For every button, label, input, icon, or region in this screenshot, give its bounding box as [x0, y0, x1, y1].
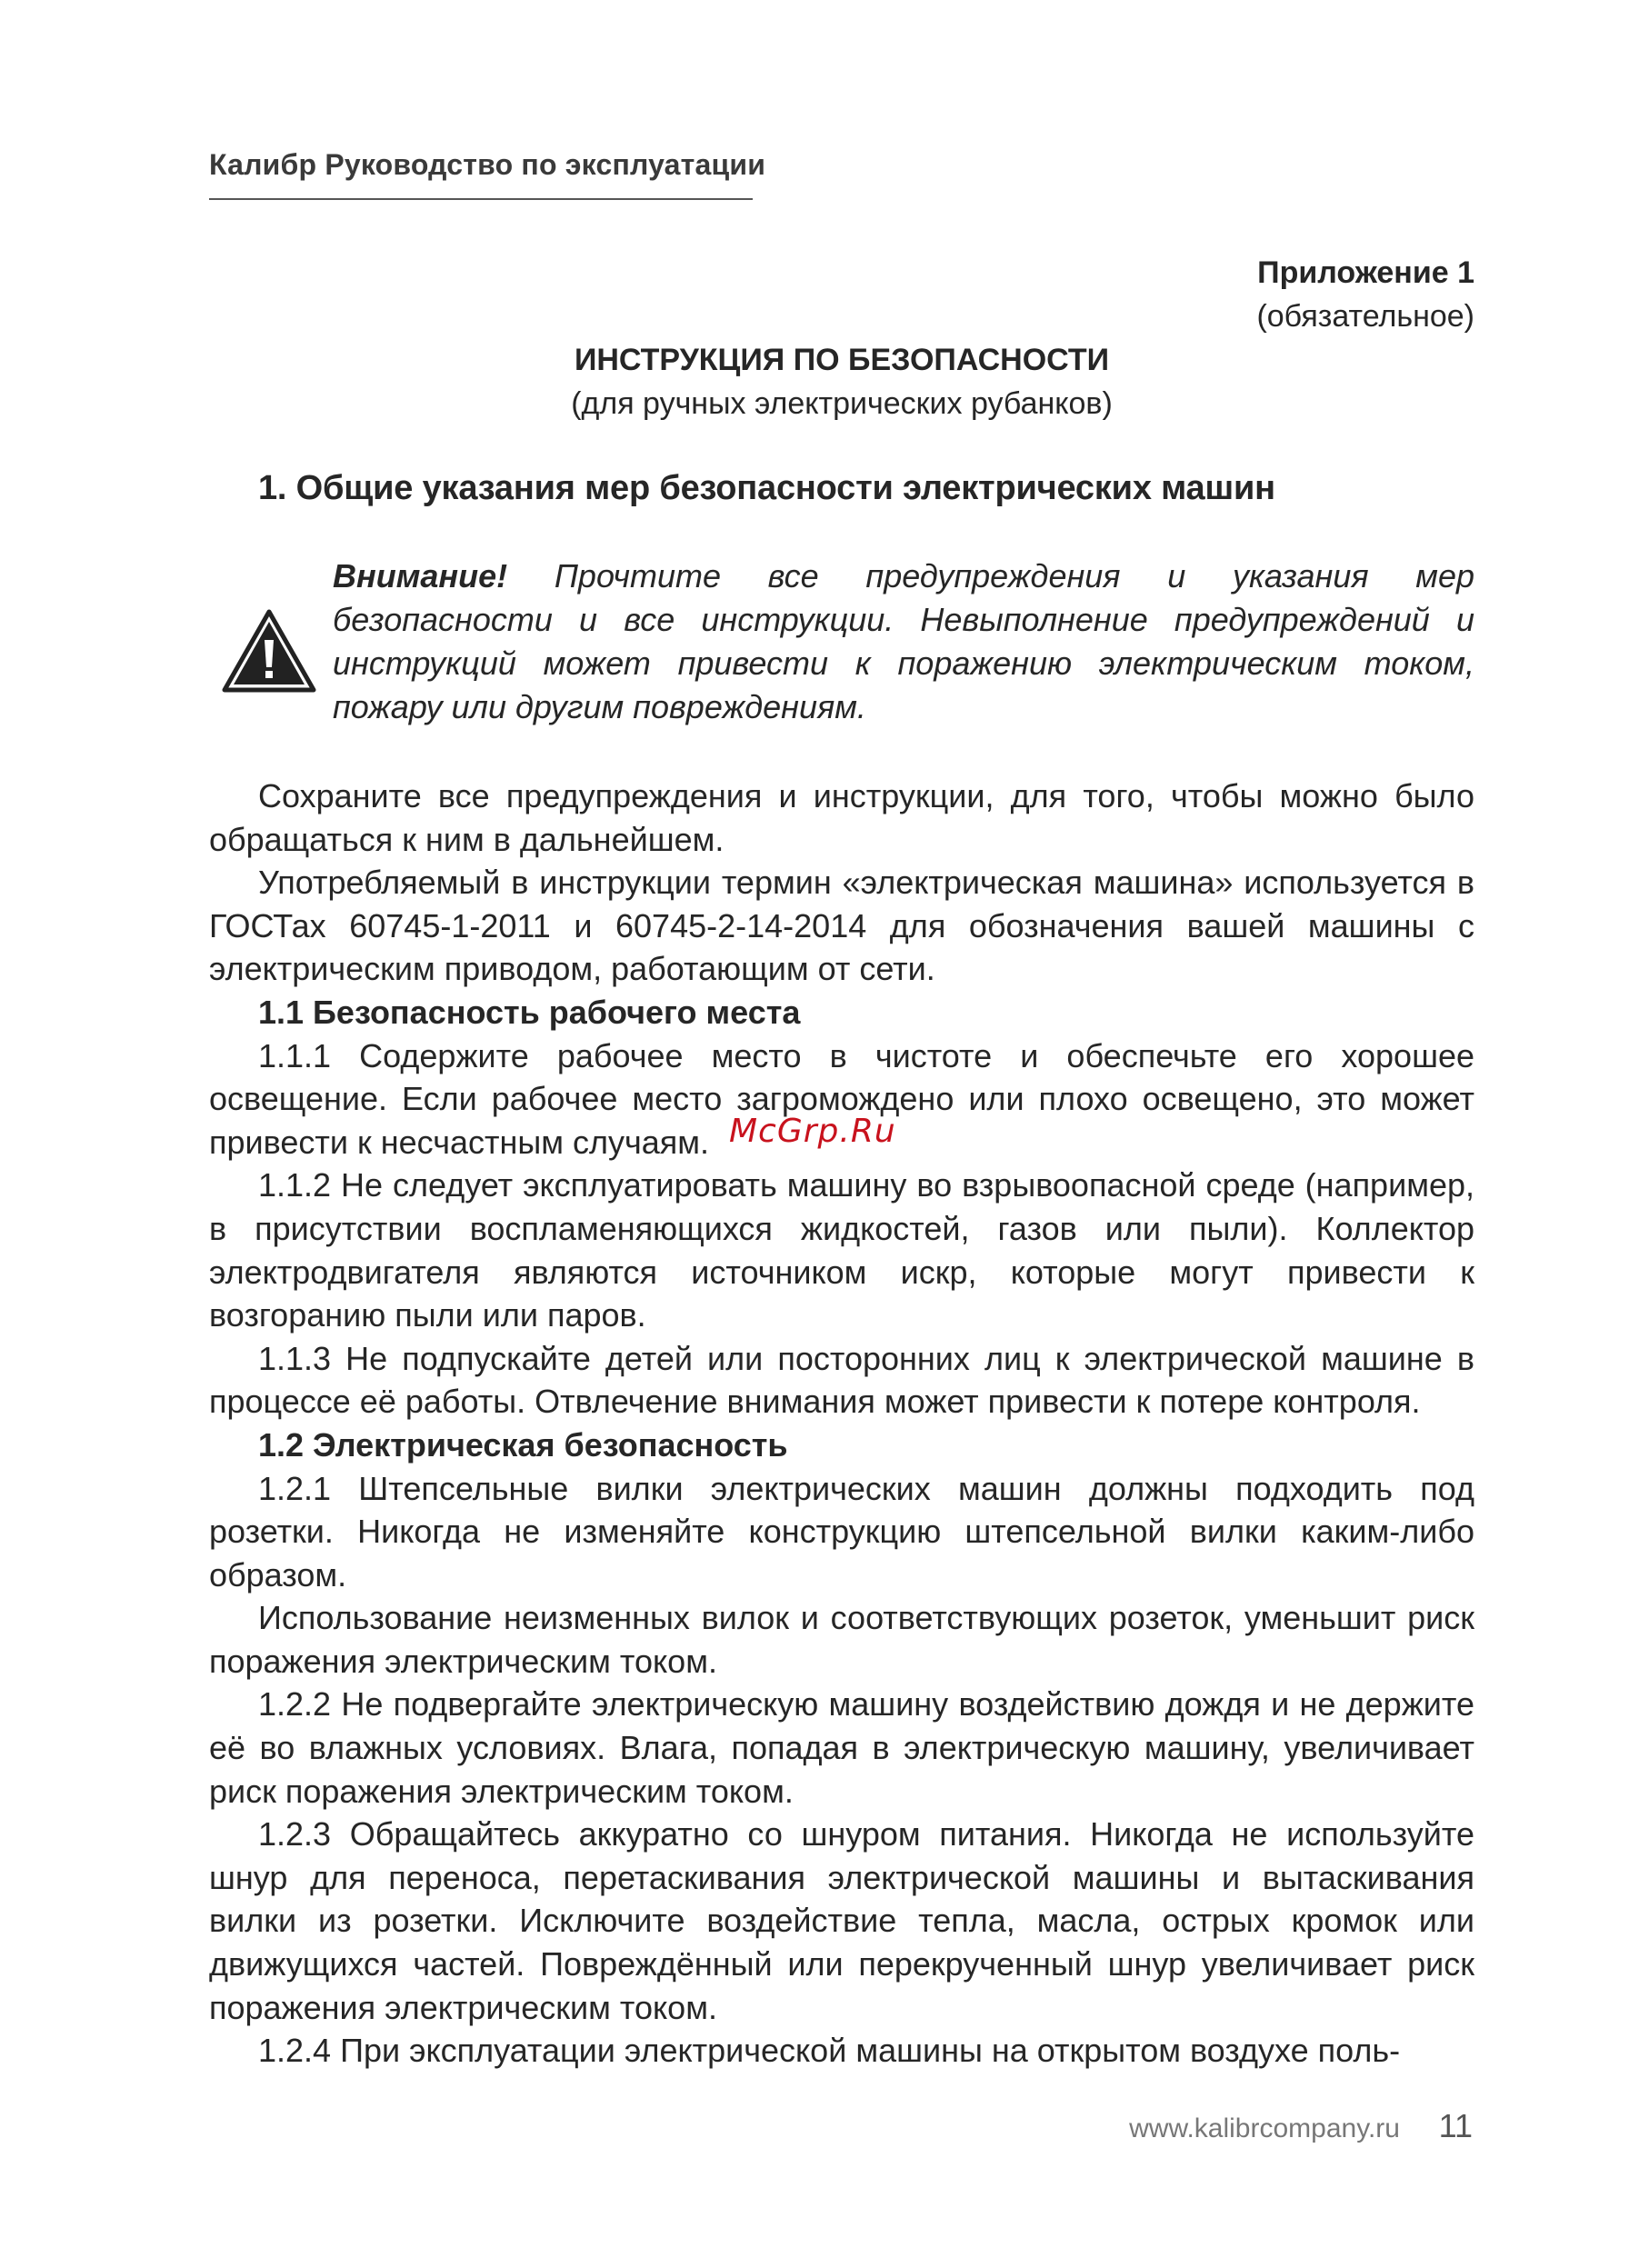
watermark: McGrp.Ru: [729, 1113, 896, 1150]
appendix-number: Приложение 1: [1257, 255, 1474, 290]
section-heading: 1. Общие указания мер безопасности электрических машин: [258, 469, 1275, 507]
list-item: 1.2.4 При эксплуатации электрической машины на открытом воздухе поль-: [258, 2032, 1401, 2070]
warning-text: [333, 555, 1474, 729]
paragraph: Сохраните все предупреждения и инструкции, для того, чтобы можно было обращаться к ним в дальнейшем.: [209, 777, 1474, 858]
list-item: 1.2.1 Штепсельные вилки электрических машин должны подходить под розетки. Никогда не изменяйте конструкцию штепсельной вилки каким-либо образом.: [209, 1469, 1474, 1594]
appendix-label: [1256, 251, 1474, 338]
warning-triangle-icon: [222, 609, 316, 693]
header-divider: [209, 198, 753, 200]
list-item: 1.1.3 Не подпускайте детей или посторонних лиц к электрической машине в процессе её работы. Отвлечение внимания может привести к потере контроля.: [209, 1339, 1474, 1421]
paragraph: Использование неизменных вилок и соответствующих розеток, уменьшит риск поражения электрическим током.: [209, 1599, 1474, 1680]
appendix-status: (обязательное): [1256, 299, 1474, 334]
footer-url[interactable]: www.kalibrcompany.ru: [1129, 2113, 1400, 2143]
paragraph: Употребляемый в инструкции термин «электрическая машина» используется в ГОСТах 60745-1-2011 и 60745-2-14-2014 для обозначения вашей машины с электрическим приводом, работающим от сети.: [209, 864, 1474, 988]
warning-body: Прочтите все предупреждения и указания мер безопасности и все инструкции. Невыполнение предупреждений и инструкций может привести к поражению электрическим током, пожару или другим повреждениям.: [333, 557, 1474, 725]
subsection-heading: 1.1 Безопасность рабочего места: [258, 993, 801, 1031]
running-header: Калибр Руководство по эксплуатации: [209, 148, 766, 181]
document-title: ИНСТРУКЦИЯ ПО БЕЗОПАСНОСТИ: [574, 343, 1110, 377]
page-number: 11: [1438, 2107, 1473, 2144]
body-text: [209, 774, 1474, 2073]
list-item: 1.2.2 Не подвергайте электрическую машину воздействию дождя и не держите её во влажных условиях. Влага, попадая в электрическую машину, увеличивает риск поражения электрическим током.: [209, 1685, 1474, 1810]
document-subtitle: (для ручных электрических рубанков): [571, 386, 1113, 421]
warning-lead: Внимание!: [333, 557, 508, 594]
list-item: 1.1.2 Не следует эксплуатировать машину во взрывоопасной среде (например, в присутствии воспламеняющихся жидкостей, газов или пыли). Коллектор электродвигателя являются источником искр, которые могут привести к возгоранию пыли или паров.: [209, 1166, 1474, 1334]
document-title-block: [209, 338, 1474, 425]
list-item: 1.1.1 Содержите рабочее место в чистоте и обеспечьте его хорошее освещение. Если рабочее место загромождено или плохо освещено, это может привести к несчастным случаям.: [209, 1036, 1474, 1161]
list-item: 1.2.3 Обращайтесь аккуратно со шнуром питания. Никогда не используйте шнур для переноса, перетаскивания электрической машины и вытаскивания вилки из розетки. Исключите воздействие тепла, масла, острых кромок или движущихся частей. Повреждённый или перекрученный шнур увеличивает риск поражения электрическим током.: [209, 1815, 1474, 2026]
subsection-heading: 1.2 Электрическая безопасность: [258, 1425, 788, 1464]
